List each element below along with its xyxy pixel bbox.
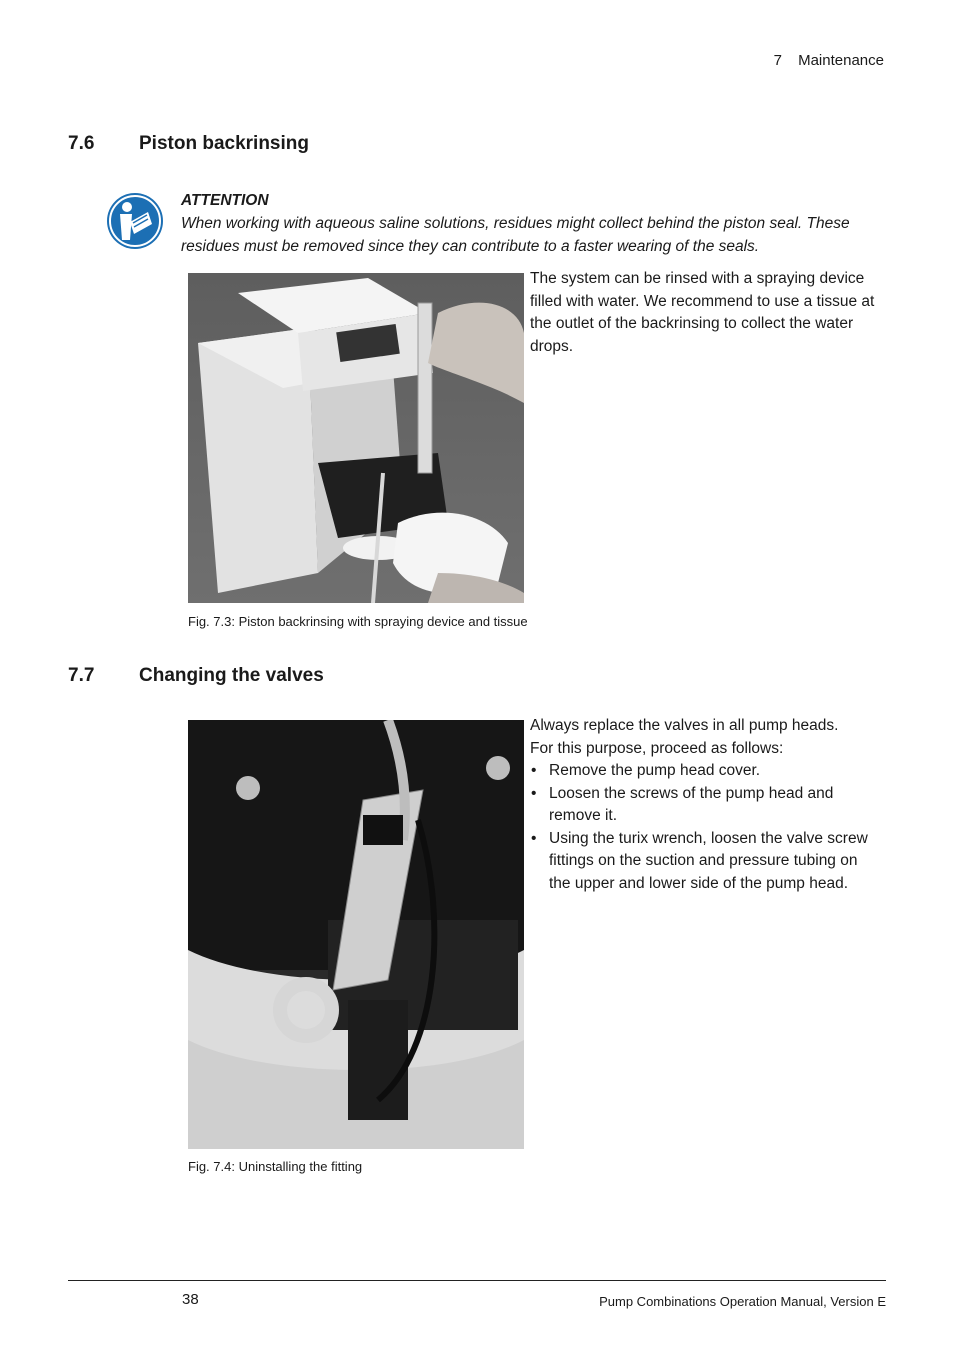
running-header xyxy=(774,52,884,69)
valve-steps-list xyxy=(530,760,882,895)
page-number: 38 xyxy=(182,1291,199,1308)
attention-title: ATTENTION xyxy=(181,192,269,209)
section-title: Piston backrinsing xyxy=(139,133,309,154)
manual-reading-icon xyxy=(106,192,164,250)
list-item xyxy=(530,783,882,828)
figure-7-3-caption: Fig. 7.3: Piston backrinsing with spraying device and tissue xyxy=(188,614,528,629)
list-item xyxy=(530,828,882,896)
step-text: Using the turix wrench, loosen the valve screw fittings on the suction and pressure tubing on the upper and lower side of the pump head. xyxy=(549,829,868,892)
step-text: Loosen the screws of the pump head and remove it. xyxy=(549,784,834,824)
chapter-title: Maintenance xyxy=(798,52,884,69)
section-number: 7.7 xyxy=(68,665,95,686)
footer-doc-title: Pump Combinations Operation Manual, Version E xyxy=(599,1294,886,1309)
figure-7-4-caption: Fig. 7.4: Uninstalling the fitting xyxy=(188,1159,363,1174)
bullet: • xyxy=(531,784,537,802)
section-title: Changing the valves xyxy=(139,665,324,686)
attention-note xyxy=(181,189,881,258)
section-number: 7.6 xyxy=(68,133,95,154)
list-item xyxy=(530,760,882,783)
valves-intro-1: Always replace the valves in all pump heads. xyxy=(530,717,839,734)
backrinsing-description: The system can be rinsed with a spraying device filled with water. We recommend to use a tissue at the outlet of the backrinsing to collect the water drops. xyxy=(530,270,875,355)
section-heading-7-7 xyxy=(68,665,324,687)
figure-7-3-photo xyxy=(188,273,524,603)
valves-instructions xyxy=(530,715,882,895)
figure-7-4-photo xyxy=(188,720,524,1149)
bullet: • xyxy=(531,829,537,847)
step-text: Remove the pump head cover. xyxy=(549,762,761,779)
footer-rule xyxy=(68,1280,886,1281)
attention-text: When working with aqueous saline solutions, residues might collect behind the piston seal. These residues must be removed since they can contribute to a faster wearing of the seals. xyxy=(181,215,850,255)
valves-intro-2: For this purpose, proceed as follows: xyxy=(530,739,784,757)
chapter-number: 7 xyxy=(773,52,782,69)
section-heading-7-6 xyxy=(68,133,309,155)
bullet: • xyxy=(531,762,537,779)
